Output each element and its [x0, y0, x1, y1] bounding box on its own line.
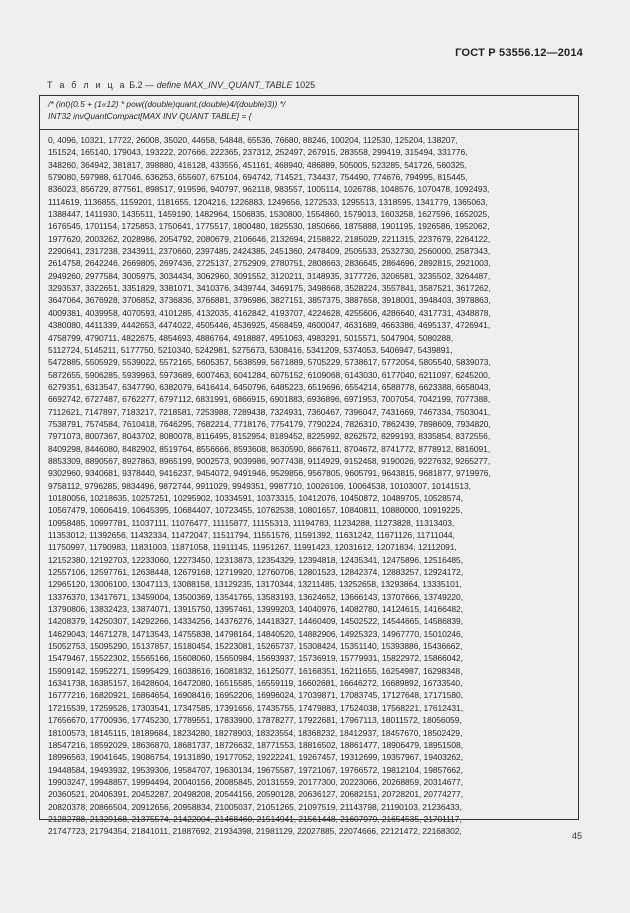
inverse-quant-table — [39, 95, 579, 837]
table-row: 9758112, 9796285, 9834496, 9872744, 9911029, 9949351, 9987710, 10026106, 10064538, 10103007, 10141513, — [48, 480, 471, 491]
table-row: 7971073, 8007367, 8043702, 8080078, 8116495, 8152954, 8189452, 8225992, 8262572, 8299193, 8335854, 8372556, — [48, 431, 491, 442]
caption-label: Т а б л и ц а — [47, 80, 127, 90]
table-row: 836023, 856729, 877561, 898517, 919596, 940797, 962118, 983557, 1005114, 1026788, 1048576, 1070478, 1092493, — [48, 184, 490, 195]
table-row: 5112724, 5145211, 5177750, 5210340, 5242981, 5275673, 5308416, 5341209, 5374053, 5406947, 5439891, — [48, 344, 453, 355]
table-row: 11750997, 11790983, 11831003, 11871058, 11911145, 11951267, 11991423, 12031612, 12071834, 12112091, — [48, 542, 457, 553]
table-row: 13790806, 13832423, 13874071, 13915750, 13957461, 13999203, 14040976, 14082780, 14124615, 14166482, — [48, 604, 463, 615]
table-row: 21747723, 21794354, 21841011, 21887692, 21934398, 21981129, 22027885, 22074666, 22121472, 22168302, — [48, 826, 462, 837]
table-row: 1676545, 1701154, 1725853, 1750641, 1775517, 1800480, 1825530, 1850666, 1875888, 1901195, 1926586, 1952062, — [48, 221, 490, 232]
table-row: 12557106, 12597761, 12638448, 12679168, 12719920, 12760706, 12801523, 12842374, 12883257, 12924172, — [48, 567, 463, 578]
table-row: 8409298, 8446080, 8482902, 8519764, 8556666, 8593608, 8630590, 8667611, 8704672, 8741772, 8778912, 8816091, — [48, 443, 491, 454]
table-row: 10567479, 10606419, 10645395, 10684407, 10723455, 10762538, 10801657, 10840811, 10880000, 10919225, — [48, 505, 463, 516]
table-row: 15479467, 15522302, 15565166, 15608060, 15650984, 15693937, 15736919, 15779931, 15822972, 15866042, — [48, 653, 463, 664]
table-row: 8853309, 8890567, 8927863, 8965199, 9002573, 9039986, 9077438, 9114929, 9152458, 9190026, 9227632, 9265277, — [48, 455, 491, 466]
table-row: 4380080, 4411339, 4442653, 4474022, 4505446, 4536925, 4568459, 4600047, 4631689, 4663386, 4695137, 4726941, — [48, 320, 491, 331]
table-row: 15909142, 15952271, 15995429, 16038616, 16081832, 16125077, 16168351, 16211655, 16254987, 16298348, — [48, 665, 463, 676]
table-caption — [47, 80, 315, 90]
caption-value: 1025 — [295, 80, 316, 90]
table-values — [40, 130, 578, 838]
table-row: 6692742, 6727487, 6762277, 6797112, 6831991, 6866915, 6901883, 6936896, 6971953, 7007054, 7042199, 7077388, — [48, 394, 491, 405]
table-row: 20820378, 20866504, 20912656, 20958834, 21005037, 21051265, 21097519, 21143798, 21190103, 21236433, — [48, 801, 462, 812]
table-row: 18996563, 19041645, 19086754, 19131890, 19177052, 19222241, 19267457, 19312699, 19357967, 19403262, — [48, 752, 463, 763]
table-row: 14208379, 14250307, 14292266, 14334256, 14376276, 14418327, 14460409, 14502522, 14544665, 14586839, — [48, 616, 463, 627]
table-row: 1977620, 2003262, 2028986, 2054792, 2080679, 2106646, 2132694, 2158822, 2185029, 2211315, 2237679, 2264122, — [48, 233, 491, 244]
table-row: 1388447, 1411930, 1435511, 1459190, 1482964, 1506835, 1530800, 1554860, 1579013, 1603258, 1627596, 1652025, — [48, 209, 490, 220]
table-row: 0, 4096, 10321, 17722, 26008, 35020, 44658, 54848, 65536, 76680, 88246, 100204, 112530, 125204, 138207, — [48, 135, 458, 145]
table-row: 18100573, 18145115, 18189684, 18234280, 18278903, 18323554, 18368232, 18412937, 18457670, 18502429, — [48, 727, 463, 738]
table-row: 3293537, 3322651, 3351829, 3381071, 3410376, 3439744, 3469175, 3498668, 3528224, 3557841, 3587521, 3617262, — [48, 283, 491, 294]
table-row: 2614758, 2642246, 2669805, 2697436, 2725137, 2752909, 2780751, 2808663, 2836645, 2864696, 2892815, 2921003, — [48, 258, 491, 269]
table-row: 15052753, 15095290, 15137857, 15180454, 15223081, 15265737, 15308424, 15351140, 15393886, 15436662, — [48, 641, 463, 652]
table-row: 16777216, 16820921, 16864654, 16908416, 16952206, 16996024, 17039871, 17083745, 17127648, 17171580, — [48, 690, 463, 701]
table-row: 21282788, 21329168, 21375574, 21422004, 21468460, 21514941, 21561448, 21607979, 21654535, 21701117, — [48, 813, 462, 824]
table-row: 9302960, 9340681, 9378440, 9416237, 9454072, 9491946, 9529856, 9567805, 9605791, 9643815, 9681877, 9719976, — [48, 468, 491, 479]
caption-number: Б.2 — — [129, 80, 155, 90]
table-row: 10958485, 10997781, 11037111, 11076477, 11115877, 11155313, 11194783, 11234288, 11273828, 11313403, — [48, 517, 455, 528]
table-row: 16341738, 16385157, 16428604, 16472080, 16515585, 16559119, 16602681, 16646272, 16689892, 16733540, — [48, 678, 463, 689]
table-row: 12152380, 12192703, 12233060, 12273450, 12313873, 12354329, 12394818, 12435341, 12475896, 12516485, — [48, 554, 463, 565]
table-row: 7538791, 7574584, 7610418, 7646295, 7682214, 7718176, 7754179, 7790224, 7826310, 7862439, 7898609, 7934820, — [48, 418, 491, 429]
table-row: 18547216, 18592029, 18636870, 18681737, 18726632, 18771553, 18816502, 18861477, 18906479, 18951508, — [48, 739, 463, 750]
table-row: 10180056, 10218635, 10257251, 10295902, 10334591, 10373315, 10412076, 10450872, 10489705, 10528574, — [48, 492, 463, 503]
table-row: 3647064, 3676928, 3706852, 3736836, 3766881, 3796986, 3827151, 3857375, 3887658, 3918001, 3948403, 3978863, — [48, 295, 491, 306]
table-row: 5872655, 5906285, 5939963, 5973689, 6007463, 6041284, 6075152, 6109068, 6143030, 6177040, 6211097, 6245200, — [48, 369, 491, 380]
caption-define: define MAX_INV_QUANT_TABLE — [156, 80, 293, 90]
code-comment-line: /* (int)(0.5 + (1«12) * pow((double)quant,(double)4/(double)3)) */ — [48, 99, 286, 109]
table-row: 579080, 597988, 617046, 636253, 655607, 675104, 694742, 714521, 734437, 754490, 774676, 794995, 815445, — [48, 172, 468, 183]
table-row: 1114619, 1136855, 1159201, 1181655, 1204216, 1226883, 1249656, 1272533, 1295513, 1318595, 1341779, 1365063, — [48, 196, 488, 207]
table-row: 11353012, 11392656, 11432334, 11472047, 11511794, 11551576, 11591392, 11631242, 11671126, 11711044, — [48, 530, 455, 540]
table-row: 6279351, 6313547, 6347790, 6382079, 6416414, 6450796, 6485223, 6519696, 6554214, 6588778, 6623388, 6658043, — [48, 381, 491, 392]
table-row: 12965120, 13006100, 13047113, 13088158, 13129235, 13170344, 13211485, 13252658, 13293864, 13335101, — [48, 579, 462, 590]
table-row: 348260, 364942, 381817, 398880, 416128, 433556, 451161, 468940, 486889, 505005, 523285, 541726, 560325, — [48, 159, 467, 170]
document-standard-header: ГОСТ Р 53556.12—2014 — [455, 47, 583, 59]
table-row: 17215539, 17259526, 17303541, 17347585, 17391656, 17435755, 17479883, 17524038, 17568221, 17612431, — [48, 702, 463, 713]
table-row: 7112621, 7147897, 7183217, 7218581, 7253988, 7289438, 7324931, 7360467, 7396047, 7431669, 7467334, 7503041, — [48, 406, 491, 417]
table-row: 17656670, 17700936, 17745230, 17789551, 17833900, 17878277, 17922681, 17967113, 18011572, 18056059, — [48, 715, 462, 726]
table-row: 4009381, 4039958, 4070593, 4101285, 4132035, 4162842, 4193707, 4224628, 4255606, 4286640, 4317731, 4348878, — [48, 307, 491, 318]
table-row: 2290641, 2317238, 2343911, 2370660, 2397485, 2424385, 2451360, 2478409, 2505533, 2532730, 2560000, 2587343, — [48, 246, 491, 257]
table-row: 19448584, 19493932, 19539306, 19584707, 19630134, 19675587, 19721067, 19766572, 19812104, 19857662, — [48, 764, 463, 775]
table-row: 151524, 165140, 179043, 193222, 207666, 222365, 237312, 252497, 267915, 283558, 299419, 315494, 331776, — [48, 147, 468, 158]
table-row: 14629043, 14671278, 14713543, 14755838, 14798164, 14840520, 14882906, 14925323, 14967770, 15010246, — [48, 628, 463, 639]
table-row: 4758799, 4790711, 4822675, 4854693, 4886764, 4918887, 4951063, 4983291, 5015571, 5047904, 5080288, — [48, 332, 454, 343]
table-row: 13376370, 13417671, 13459004, 13500369, 13541765, 13583193, 13624652, 13666143, 13707666, 13749220, — [48, 591, 463, 602]
table-row: 5472885, 5505929, 5539022, 5572165, 5605357, 5638599, 5671889, 5705229, 5738617, 5772054, 5805540, 5839073, — [48, 357, 491, 368]
code-declaration-line: INT32 invQuantCompact[MAX INV QUANT TABLE] = { — [48, 110, 252, 121]
table-row: 2949260, 2977584, 3005975, 3034434, 3062960, 3091552, 3120211, 3148935, 3177726, 3206581, 3235502, 3264487, — [48, 270, 491, 281]
table-row: 19903247, 19948857, 19994494, 20040156, 20085845, 20131559, 20177300, 20223066, 20268859, 20314677, — [48, 776, 463, 787]
page-number: 45 — [571, 831, 582, 841]
code-header — [40, 96, 578, 130]
table-row: 20360521, 20406391, 20452287, 20498208, 20544156, 20590128, 20636127, 20682151, 20728201, 20774277, — [48, 789, 463, 800]
